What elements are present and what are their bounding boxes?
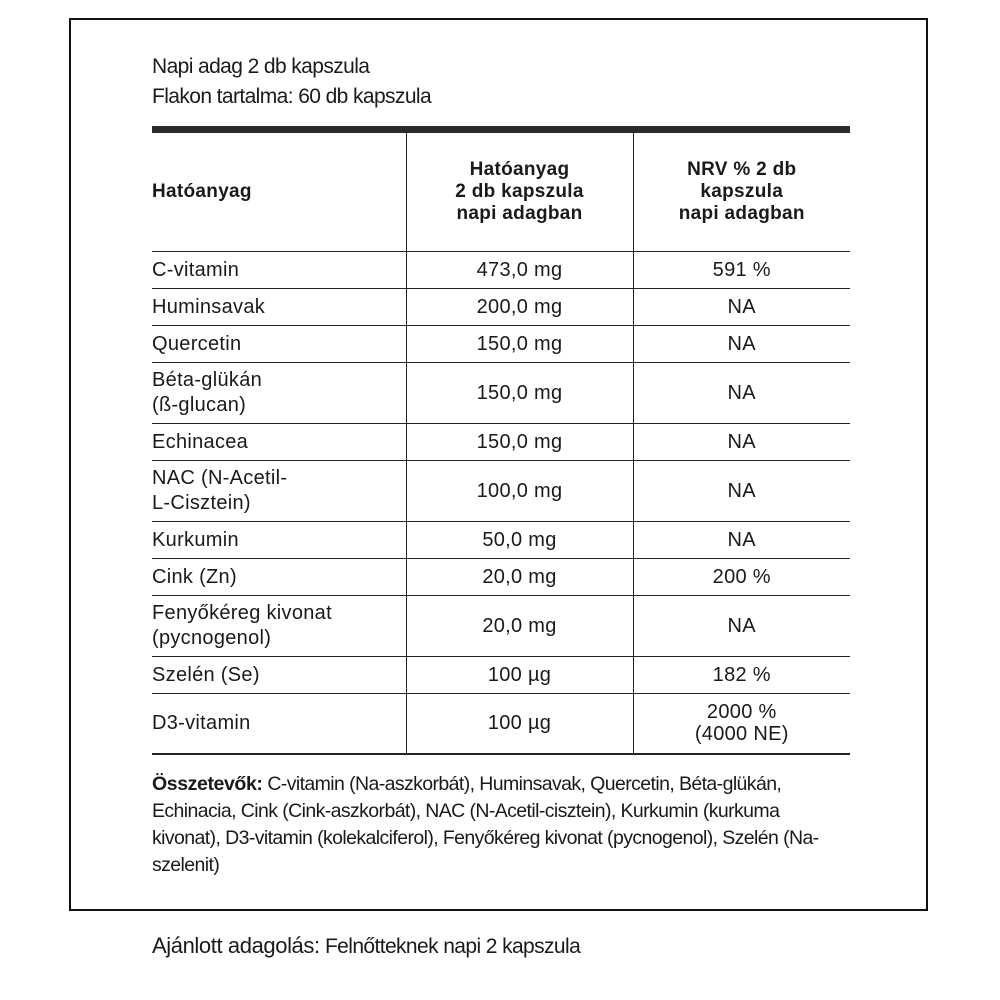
ingredient-name-line: L-Cisztein) (152, 492, 251, 514)
nrv-line: NA (727, 382, 756, 404)
nrv-cell (633, 522, 850, 559)
ingredient-name-line: (ß-glucan) (152, 394, 247, 416)
bottle-contents-text: Flakon tartalma: 60 db kapszula (152, 85, 432, 108)
amount-cell: 150,0 mg (406, 326, 633, 363)
amount-cell: 150,0 mg (406, 363, 633, 424)
ingredients-text: C-vitamin (Na-aszkorbát), Huminsavak, Quercetin, Béta-glükán, Echinacia, Cink (Cink-aszkorbát), NAC (N-Acetil-cisztein), Kurkumin (kurkuma kivonat), D3-vitamin (kolekalciferol), Fenyőkéreg kivonat (pycnogenol), Szelén (Na-szelenit) (152, 773, 819, 876)
ingredient-name-cell (152, 252, 406, 289)
nrv-line: NA (727, 529, 756, 551)
table-row (152, 559, 850, 596)
nrv-line: NA (727, 615, 756, 637)
nrv-line: 182 % (712, 664, 771, 686)
table-top-rule (152, 126, 850, 133)
amount-cell: 473,0 mg (406, 252, 633, 289)
dosage-text: Felnőtteknek napi 2 kapszula (319, 935, 581, 958)
nrv-cell (633, 424, 850, 461)
table-row (152, 326, 850, 363)
nrv-line: NA (727, 296, 756, 318)
table-row (152, 424, 850, 461)
ingredient-name-cell (152, 522, 406, 559)
nrv-cell (633, 596, 850, 657)
ingredient-name-cell (152, 326, 406, 363)
nrv-cell (633, 289, 850, 326)
amount-cell: 150,0 mg (406, 424, 633, 461)
table-row (152, 596, 850, 657)
ingredient-name-line: Quercetin (152, 332, 242, 355)
ingredient-name-line: Fenyőkéreg kivonat (152, 602, 332, 624)
recommended-dosage (152, 933, 580, 959)
ingredient-name-line: Béta-glükán (152, 369, 263, 391)
ingredient-name-line: Echinacea (152, 430, 249, 453)
ingredient-name-cell (152, 596, 406, 657)
nrv-cell (633, 461, 850, 522)
ingredients-label: Összetevők: (152, 773, 263, 795)
ingredients-paragraph (152, 771, 842, 879)
table-header-row (152, 133, 850, 252)
nrv-line: NA (727, 333, 756, 355)
ingredient-name-line: (pycnogenol) (152, 627, 272, 649)
nrv-line: NA (727, 431, 756, 453)
supplement-facts-table (152, 133, 850, 755)
ingredient-name-line: Cink (Zn) (152, 565, 237, 588)
header-active-ingredient: Hatóanyag (152, 133, 406, 252)
ingredient-name-line: Kurkumin (152, 528, 239, 551)
amount-cell: 200,0 mg (406, 289, 633, 326)
amount-cell: 100 µg (406, 657, 633, 694)
ingredient-name-cell (152, 657, 406, 694)
ingredient-name-cell (152, 461, 406, 522)
table-row (152, 657, 850, 694)
ingredient-name-line: Szelén (Se) (152, 663, 260, 686)
ingredient-name-line: D3-vitamin (152, 711, 251, 734)
ingredient-name-line: C-vitamin (152, 258, 240, 281)
header-amount-per-dose: Hatóanyag 2 db kapszula napi adagban (406, 133, 633, 252)
nrv-cell (633, 252, 850, 289)
table-body (152, 252, 850, 754)
ingredient-name-cell (152, 694, 406, 754)
nrv-line: 591 % (712, 259, 771, 281)
nrv-line: 2000 % (706, 701, 777, 724)
ingredient-name-cell (152, 289, 406, 326)
amount-cell: 100,0 mg (406, 461, 633, 522)
dosage-label: Ajánlott adagolás: (152, 933, 320, 958)
daily-dose-text: Napi adag 2 db kapszula (152, 55, 370, 78)
table-row (152, 289, 850, 326)
nrv-cell (633, 559, 850, 596)
ingredient-name-line: NAC (N-Acetil- (152, 467, 288, 489)
nrv-line: NA (727, 480, 756, 502)
table-row (152, 461, 850, 522)
nrv-cell (633, 363, 850, 424)
nrv-cell (633, 694, 850, 754)
table-row (152, 694, 850, 754)
amount-cell: 20,0 mg (406, 596, 633, 657)
nrv-line: 200 % (712, 566, 771, 588)
table-row (152, 363, 850, 424)
ingredient-name-line: Huminsavak (152, 295, 266, 318)
amount-cell: 100 µg (406, 694, 633, 754)
ingredient-name-cell (152, 559, 406, 596)
amount-cell: 50,0 mg (406, 522, 633, 559)
header-nrv-percent: NRV % 2 db kapszula napi adagban (633, 133, 850, 252)
intro-block (152, 52, 431, 112)
nrv-cell (633, 326, 850, 363)
ingredient-name-cell (152, 363, 406, 424)
nrv-line: (4000 NE) (694, 723, 789, 746)
table-row (152, 252, 850, 289)
nrv-cell (633, 657, 850, 694)
table-row (152, 522, 850, 559)
ingredient-name-cell (152, 424, 406, 461)
amount-cell: 20,0 mg (406, 559, 633, 596)
